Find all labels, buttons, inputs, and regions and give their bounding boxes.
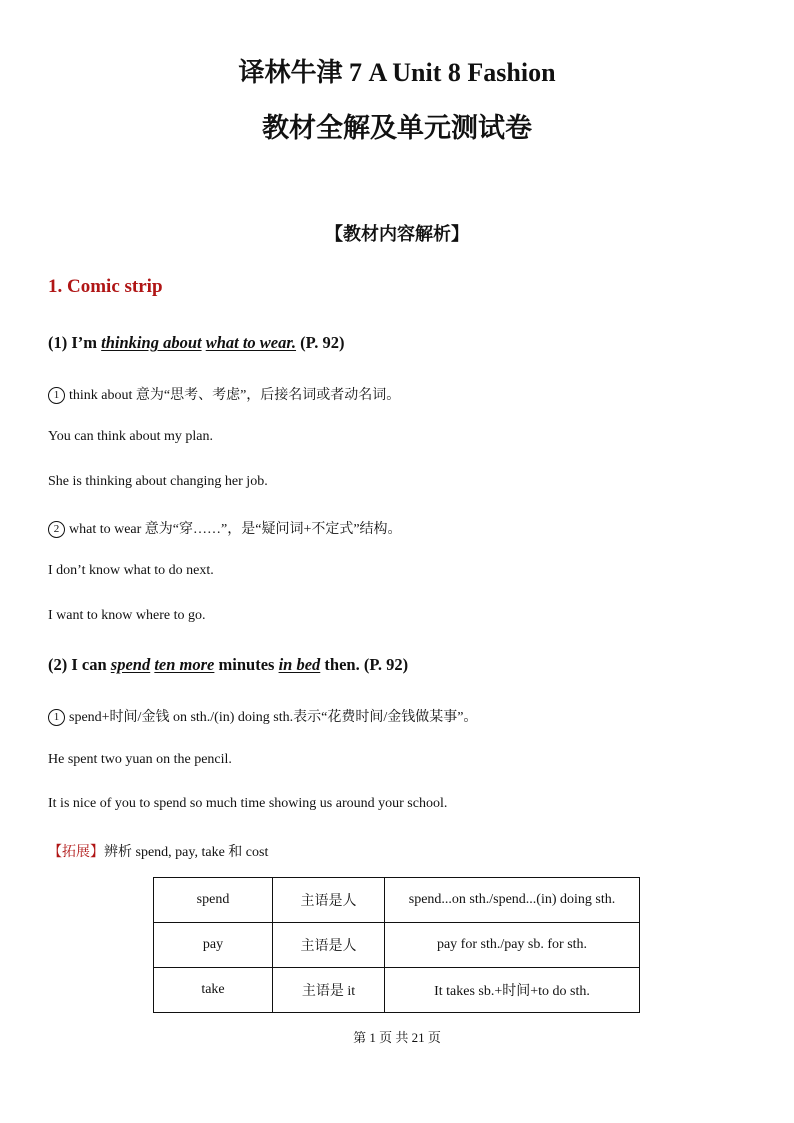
comparison-table [153,877,640,1013]
table-row [154,923,640,968]
table-cell: spend [154,878,273,923]
point-3 [48,706,477,726]
sub1-suffix: (P. 92) [296,333,345,352]
circled-number: 2 [48,521,65,538]
example-6: It is nice of you to spend so much time showing us around your school. [48,796,448,811]
table-cell: 主语是人 [273,878,385,923]
example-3: I don’t know what to do next. [48,563,214,578]
sub2-suffix: then. (P. 92) [320,655,409,674]
document-title: 译林牛津 7 A Unit 8 Fashion [238,58,556,87]
page-footer: 第 1 页 共 21 页 [353,1030,441,1045]
sub2-underlined-3: in bed [278,655,321,674]
circled-number: 1 [48,387,65,404]
point-1-text: think about 意为“思考、考虑”，后接名词或者动名词。 [69,388,401,403]
table-cell: spend...on sth./spend...(in) doing sth. [385,878,640,923]
sub2-middle: minutes [214,655,279,674]
example-5: He spent two yuan on the pencil. [48,752,232,767]
table-row [154,968,640,1013]
sub2-underlined-2: ten more [154,655,215,674]
sub2-underlined-1: spend [110,655,151,674]
table-cell: 主语是人 [273,923,385,968]
point-2 [48,518,402,538]
point-3-text: spend+时间/金钱 on sth./(in) doing sth.表示“花费时间/金钱做某事”。 [69,710,478,725]
sub1-underlined-2: what to wear. [205,333,297,352]
sub2-prefix: (2) I can [48,655,111,674]
point-1 [48,384,400,404]
extension-text: 辨析 spend, pay, take 和 cost [104,845,269,860]
table-cell: 主语是 it [273,968,385,1013]
sub1-underlined-1: thinking about [101,333,202,352]
example-2: She is thinking about changing her job. [48,474,268,489]
extension-label: 【拓展】 [48,845,104,860]
sub1-prefix: (1) I’m [48,333,102,352]
table-cell: pay [154,923,273,968]
circled-number: 1 [48,709,65,726]
table-cell: pay for sth./pay sb. for sth. [385,923,640,968]
section-title: 【教材内容解析】 [325,224,469,244]
table-cell: take [154,968,273,1013]
example-4: I want to know where to go. [48,608,206,623]
example-1: You can think about my plan. [48,429,214,444]
point-2-text: what to wear 意为“穿……”，是“疑问词+不定式”结构。 [69,522,402,537]
table-row [154,878,640,923]
document-subtitle: 教材全解及单元测试卷 [262,113,532,143]
extension-note [48,841,268,861]
subheading-1 [48,333,344,353]
table-cell: It takes sb.+时间+to do sth. [385,968,640,1013]
subheading-2 [48,655,408,675]
heading-comic-strip: 1. Comic strip [48,276,163,297]
